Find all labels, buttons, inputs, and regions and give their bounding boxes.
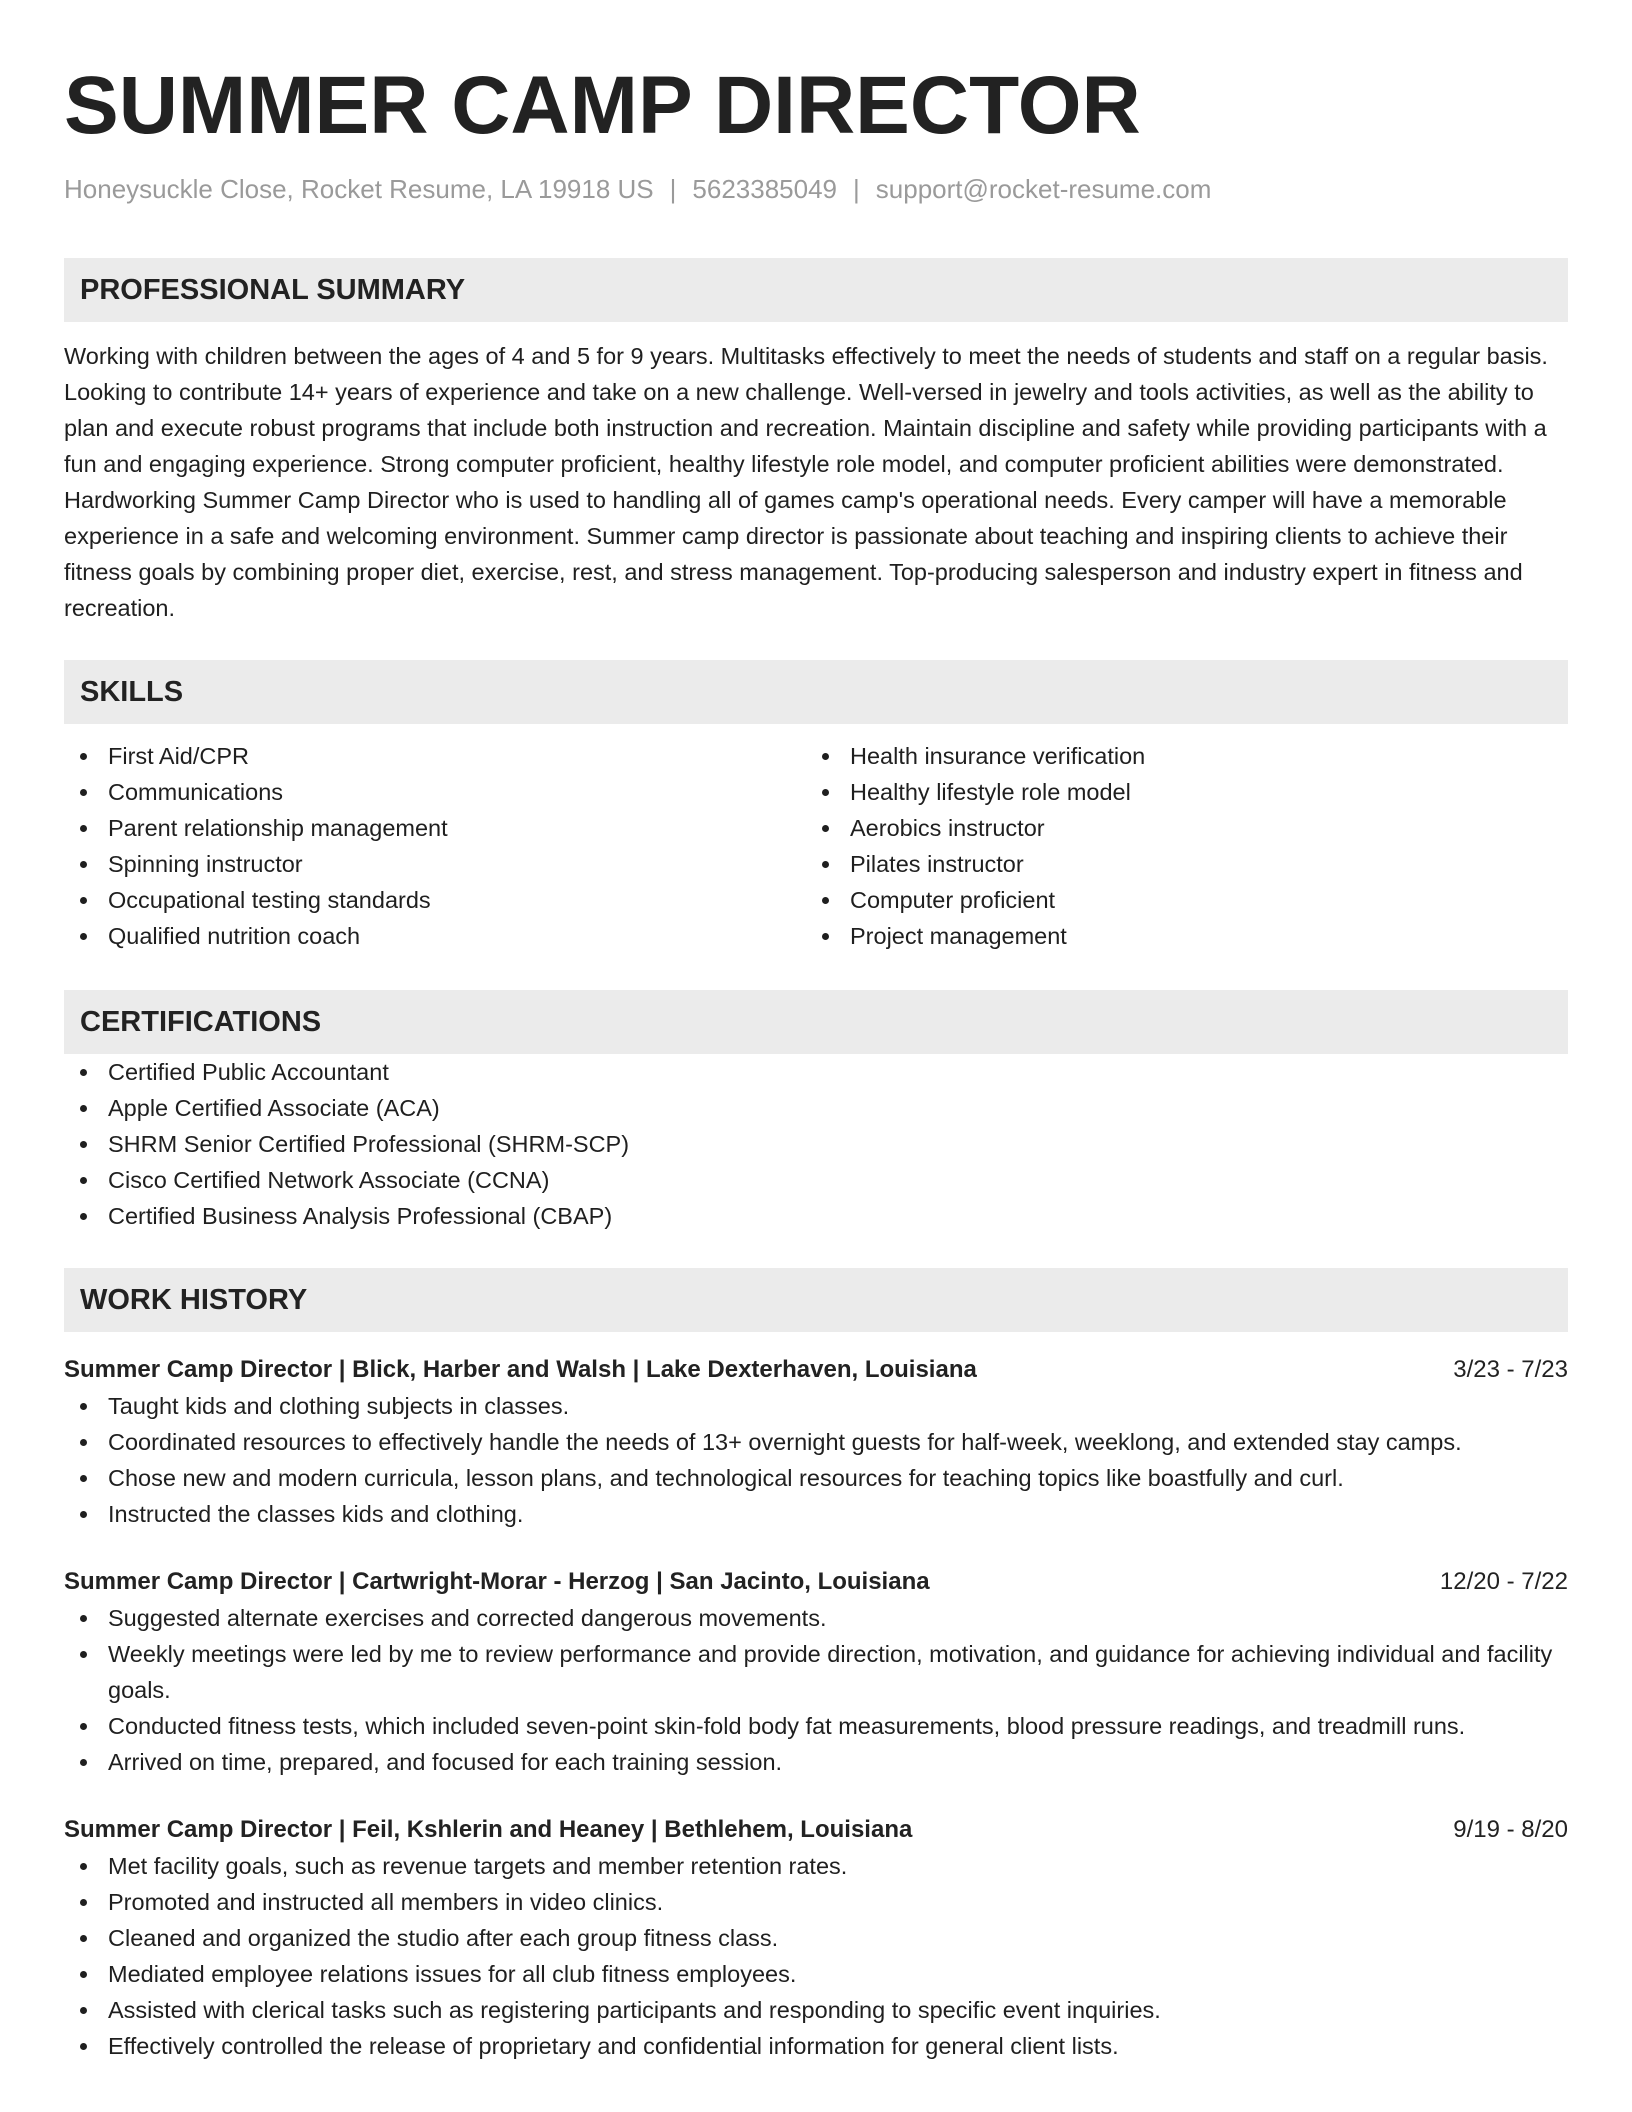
skill-item: Qualified nutrition coach [64,918,806,954]
resume-title: SUMMER CAMP DIRECTOR [64,60,1141,151]
skill-item: Communications [64,774,806,810]
skills-list-left [64,738,806,954]
job-entry [64,1352,1568,1532]
contact-address: Honeysuckle Close, Rocket Resume, LA 19918 US [64,174,654,204]
certification-item: Certified Public Accountant [64,1054,1568,1090]
contact-line [64,172,1568,206]
certification-item: Certified Business Analysis Professional (CBAP) [64,1198,1568,1234]
summary-heading: PROFESSIONAL SUMMARY [64,258,1568,322]
job-title: Summer Camp Director | Blick, Harber and Walsh | Lake Dexterhaven, Louisiana [64,1356,977,1383]
job-dates: 3/23 - 7/23 [1453,1356,1568,1383]
skill-item: Computer proficient [806,882,1548,918]
job-entry [64,1812,1568,2064]
skills-column-left [64,738,806,954]
job-header [64,1564,1568,1600]
job-bullet: Met facility goals, such as revenue targets and member retention rates. [64,1848,1568,1884]
skills-column-right [806,738,1548,954]
resume-page [64,58,1568,2064]
certification-item: Cisco Certified Network Associate (CCNA) [64,1162,1568,1198]
summary-text: Working with children between the ages of 4 and 5 for 9 years. Multitasks effectively to meet the needs of students and staff on a regular basis. Looking to contribute 14+ years of experience and take on a new challenge. Well-versed in jewelry and tools activities, as well as the ability to plan and execute robust programs that include both instruction and recreation. Maintain discipline and safety while providing participants with a fun and engaging experience. Strong computer proficient, healthy lifestyle role model, and computer proficient abilities were demonstrated. Hardworking Summer Camp Director who is used to handling all of games camp's operational needs. Every camper will have a memorable experience in a safe and welcoming environment. Summer camp director is passionate about teaching and inspiring clients to achieve their fitness goals by combining proper diet, exercise, rest, and stress management. Top-producing salesperson and industry expert in fitness and recreation. [64,343,1548,621]
job-entry [64,1564,1568,1780]
certifications-section [64,990,1568,1234]
job-bullets [64,1600,1568,1780]
job-bullet: Coordinated resources to effectively handle the needs of 13+ overnight guests for half-week, weeklong, and extended stay camps. [64,1424,1568,1460]
job-bullet: Assisted with clerical tasks such as registering participants and responding to specific event inquiries. [64,1992,1568,2028]
contact-email: support@rocket-resume.com [875,174,1212,204]
skill-item: First Aid/CPR [64,738,806,774]
job-bullets [64,1388,1568,1532]
skill-item: Occupational testing standards [64,882,806,918]
certification-item: Apple Certified Associate (ACA) [64,1090,1568,1126]
certifications-list [64,1054,1568,1234]
job-bullet: Taught kids and clothing subjects in classes. [64,1388,1568,1424]
skill-item: Health insurance verification [806,738,1548,774]
skill-item: Spinning instructor [64,846,806,882]
job-bullet: Weekly meetings were led by me to review performance and provide direction, motivation, and guidance for achieving individual and facility goals. [64,1636,1568,1708]
job-title: Summer Camp Director | Feil, Kshlerin and Heaney | Bethlehem, Louisiana [64,1816,913,1843]
job-bullet: Mediated employee relations issues for all club fitness employees. [64,1956,1568,1992]
job-bullet: Arrived on time, prepared, and focused for each training session. [64,1744,1568,1780]
skill-item: Healthy lifestyle role model [806,774,1548,810]
job-header [64,1352,1568,1388]
skills-heading: SKILLS [64,660,1568,724]
contact-separator: | [669,174,677,204]
skills-list-right [806,738,1548,954]
skills-grid [64,738,1568,954]
work-history-section [64,1268,1568,2064]
skill-item: Aerobics instructor [806,810,1548,846]
skill-item: Project management [806,918,1548,954]
certification-item: SHRM Senior Certified Professional (SHRM-SCP) [64,1126,1568,1162]
job-bullet: Conducted fitness tests, which included seven-point skin-fold body fat measurements, blood pressure readings, and treadmill runs. [64,1708,1568,1744]
skill-item: Pilates instructor [806,846,1548,882]
job-dates: 9/19 - 8/20 [1453,1816,1568,1843]
job-header [64,1812,1568,1848]
job-bullet: Instructed the classes kids and clothing. [64,1496,1568,1532]
contact-phone: 5623385049 [692,174,838,204]
job-dates: 12/20 - 7/22 [1439,1568,1568,1595]
job-title: Summer Camp Director | Cartwright-Morar - Herzog | San Jacinto, Louisiana [64,1568,930,1595]
certifications-heading: CERTIFICATIONS [64,990,1568,1054]
work-history-heading: WORK HISTORY [64,1268,1568,1332]
job-bullet: Suggested alternate exercises and corrected dangerous movements. [64,1600,1568,1636]
skill-item: Parent relationship management [64,810,806,846]
skills-section [64,660,1568,954]
job-bullet: Cleaned and organized the studio after each group fitness class. [64,1920,1568,1956]
job-bullet: Chose new and modern curricula, lesson plans, and technological resources for teaching topics like boastfully and curl. [64,1460,1568,1496]
contact-separator: | [853,174,860,204]
job-bullets [64,1848,1568,2064]
job-bullet: Effectively controlled the release of proprietary and confidential information for general client lists. [64,2028,1568,2064]
summary-section [64,258,1568,626]
job-bullet: Promoted and instructed all members in video clinics. [64,1884,1568,1920]
